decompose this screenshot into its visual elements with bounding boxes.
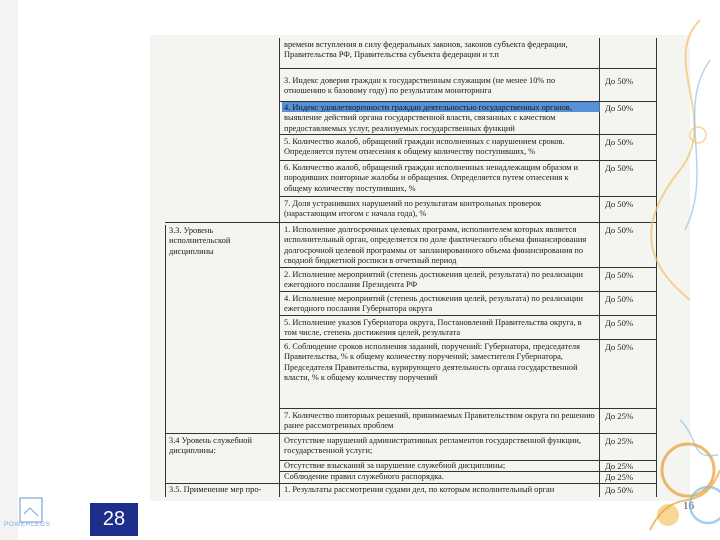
row-rule xyxy=(165,483,656,484)
section-label: 3.5. Применение мер про- xyxy=(169,485,262,494)
row-percent: До 50% xyxy=(605,318,634,328)
row-text: 4. Индекс удовлетворенности граждан деятельностью государственных органов, выявление действий органа государственной власти, связанных с качеством предоставляемых услуг, реализуемых государственных функций xyxy=(284,103,572,133)
row-text: 1. Исполнение долгосрочных целевых программ, исполнителем которых является исполнительный орган, определяется по доле фактического объема финансирования долгосрочной целевой программы от запланированного объема финансирования по сводной бюджетной росписи в отчетный период xyxy=(284,225,587,265)
row-percent: До 50% xyxy=(605,485,634,495)
row-rule xyxy=(279,68,656,69)
row-text: 5. Количество жалоб, обращений граждан исполненных с нарушением сроков. Определяется путем отнесения к общему количеству поступивших, % xyxy=(284,137,565,157)
row-text: Отсутствие взысканий за нарушение служебной дисциплины; xyxy=(284,461,506,470)
row-percent: До 50% xyxy=(605,137,634,147)
logo-text: POWERLEGS xyxy=(4,521,51,528)
row-percent: До 50% xyxy=(605,163,634,173)
row-percent: До 50% xyxy=(605,76,634,86)
row-rule xyxy=(279,291,656,292)
logo-icon xyxy=(6,494,76,538)
left-margin xyxy=(0,0,18,540)
row-text: времени вступления в силу федеральных законов, законов субъекта федерации, Правительства РФ, Правительства субъекта федерации и т.п xyxy=(284,40,568,60)
row-percent: До 50% xyxy=(605,294,634,304)
row-text: 3. Индекс доверия граждан к государственным служащим (не менее 10% по отношению к базовому году) по результатам мониторинга xyxy=(284,76,556,96)
row-percent: До 50% xyxy=(605,199,634,209)
row-text: 6. Соблюдение сроков исполнения заданий, поручений: Губернатора, председателя Правительства, % к общему количеству поручений; заместителя Губернатора, Председателя Правительства, курирующего деятельность органа государственной власти, % к общему количеству поручений xyxy=(284,342,580,382)
page-number: 16 xyxy=(683,500,694,512)
row-percent: До 50% xyxy=(605,342,634,352)
row-text: 6. Количество жалоб, обращений граждан исполненных ненадлежащим образом и породивших повторные жалобы и обращения. Определяется путем отнесения к общему количеству поступивших, % xyxy=(284,163,579,193)
row-rule xyxy=(279,408,656,409)
row-rule xyxy=(279,160,656,161)
row-text: Отсутствие нарушений административных регламентов государственной функции, государственной услуги; xyxy=(284,436,581,456)
row-text: 4. Исполнение мероприятий (степень достижения целей, результата) по реализации ежегодного послания Губернатора округа xyxy=(284,294,583,314)
section-label: 3.4 Уровень служебной дисциплины: xyxy=(169,436,252,456)
row-text: 1. Результаты рассмотрения судами дел, по которым исполнительный орган xyxy=(284,485,555,494)
table-border-left xyxy=(165,225,166,497)
table-border-right xyxy=(656,38,657,497)
row-rule xyxy=(165,433,656,434)
row-rule xyxy=(279,339,656,340)
row-rule xyxy=(279,196,656,197)
row-percent: До 25% xyxy=(605,472,634,482)
row-percent: До 25% xyxy=(605,411,634,421)
row-rule xyxy=(279,315,656,316)
row-text: Соблюдение правил служебного распорядка. xyxy=(284,472,444,481)
row-percent: До 50% xyxy=(605,103,634,113)
row-text: 5. Исполнение указов Губернатора округа, Постановлений Правительства округа, в том числе, степень достижения целей, результата xyxy=(284,318,582,338)
row-text: 7. Доля устранивших нарушений по результатам контрольных проверок (нарастающим итогом с начала года), % xyxy=(284,199,542,219)
row-rule xyxy=(279,267,656,268)
row-rule xyxy=(165,222,656,223)
row-percent: До 25% xyxy=(605,436,634,446)
row-text: 2. Исполнение мероприятий (степень достижения целей, результата) по реализации ежегодного послания Президента РФ xyxy=(284,270,583,290)
section-label: 3.3. Уровень исполнительской дисциплины xyxy=(169,226,231,256)
row-rule xyxy=(279,134,656,135)
row-percent: До 50% xyxy=(605,225,634,235)
row-percent: До 25% xyxy=(605,461,634,471)
row-percent: До 50% xyxy=(605,270,634,280)
slide-number-badge: 28 xyxy=(90,503,138,536)
row-text: 7. Количество повторных решений, принимаемых Правительством округа по решению ранее рассмотренных проблем xyxy=(284,411,595,431)
